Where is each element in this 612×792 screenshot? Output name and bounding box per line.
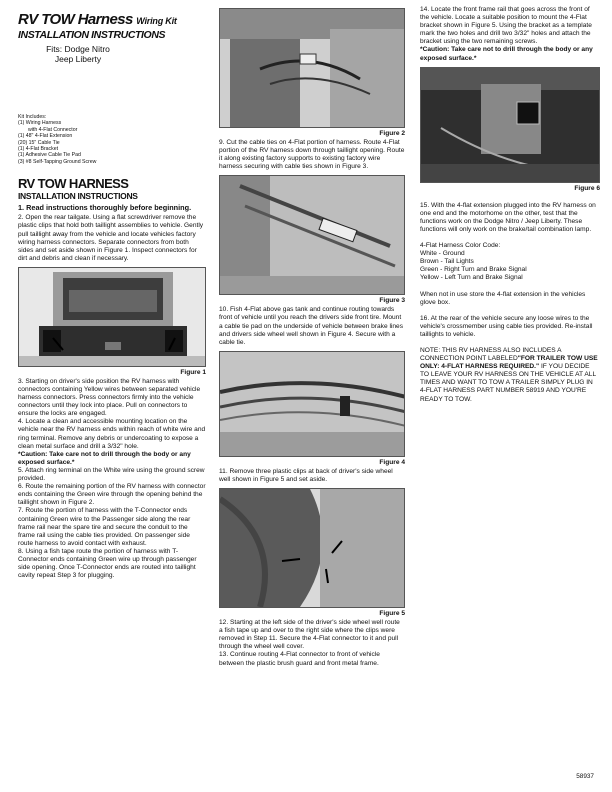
step-12: 12. Starting at the left side of the driver's side wheel well route a fish tape up and over to the right side where the clips were removed in Step 11. Secure the 4-Flat connector to it and pull through the wheel well cover. (219, 619, 400, 651)
kit-list (18, 114, 206, 165)
store-note: When not in use store the 4-flat extension in the vehicles glove box. (420, 290, 586, 306)
kit-item: (20) 15" Cable Tie (18, 139, 60, 146)
kit-item: (3) #8 Self-Tapping Ground Screw (18, 158, 97, 165)
step-9: 9. Cut the cable ties on 4-Flat portion of harness. Route 4-Flat portion of the RV harness down through taillight opening. Route it along existing factory supports to existing factory wire harness securing with cable ties shown in Figure 3. (219, 139, 405, 171)
figure-6-caption: Figure 6 (574, 184, 600, 192)
section-subtitle: INSTALLATION INSTRUCTIONS (18, 191, 138, 202)
figure-6-photo (420, 67, 600, 183)
step-15: 15. With the 4-flat extension plugged into the RV harness on one end and the motorhome on the other, test that the functions work on the Dodge Nitro / Jeep Liberty. These functions will only work on the brake/tail combination lamp. (420, 201, 596, 233)
figure-2-caption: Figure 2 (379, 130, 405, 137)
kit-item: (1) 4-Flat Bracket (18, 146, 59, 153)
step-11: 11. Remove three plastic clips at back of driver's side wheel well shown in Figure 5 and set aside. (219, 467, 393, 483)
color-code-item: Green - Right Turn and Brake Signal (420, 266, 527, 274)
doc-title: RV TOW Harness Wiring Kit (18, 11, 177, 28)
step-1: 1. Read instructions thoroughly before beginning. (18, 203, 192, 213)
caution-2: *Caution: Take care not to drill through the body or any exposed surface.* (420, 46, 593, 62)
color-code-heading: 4-Flat Harness Color Code: (420, 242, 501, 250)
kit-item: (1) 48" 4-Flat Extension (18, 133, 73, 140)
figure-4-caption: Figure 4 (379, 458, 405, 466)
step-13: 13. Continue routing 4-Flat connector to front of vehicle between the plastic brush guard and front metal frame. (219, 651, 380, 667)
part-number: 58937 (576, 773, 594, 780)
left-column (18, 0, 206, 580)
color-code-item: White - Ground (420, 250, 465, 258)
step-14: 14. Locate the front frame rail that goes across the front of the vehicle. Locate a suitable position to mount the 4-Flat bracket shown in Figure 5. Using the bracket as a template mark the two holes and drill two 3/32" holes and attach the bracket using the two remaining screws. (420, 6, 592, 46)
fits-line-1: Fits: Dodge Nitro (46, 44, 110, 54)
connection-note: NOTE: THIS RV HARNESS ALSO INCLUDES A CONNECTION POINT LABELED"FOR TRAILER TOW USE ONLY: 4-FLAT HARNESS REQUIRED." IF YOU DECIDE TO LEAVE YOUR RV HARNESS ON THE VEHICLE AT ALL TIMES AND WANT TO TOW A TRAILER SIMPLY PLUG IN 4-FLAT HARNESS PART NUMBER 58919 AND YOU'RE READY TO TOW. (420, 346, 598, 403)
fits-line-2: Jeep Liberty (54, 54, 102, 64)
step-8: 8. Using a fish tape route the portion of harness with T-Connector ends containing Green wire up through passenger side opening. Once T-Connector ends are routed into taillight cavity repeat Step 3 for plugging. (18, 547, 197, 580)
step-2: 2. Open the rear tailgate. Using a flat screwdriver remove the plastic clips that hold both taillight assemblies to vehicle. Gently pull taillight away from the vehicle and locate vehicles factory wiring harness connectors. Separate connectors from both sides and set aside shown in Figure 1. Inspect connectors for dirt and debris and clean if necessary. (18, 214, 204, 262)
step-6: 6. Route the remaining portion of the RV harness with connector ends containing the Green wire through the opening behind the taillight shown in Figure 2. (18, 483, 206, 507)
step-16: 16. At the rear of the vehicle secure any loose wires to the vehicle's crossmember using cable ties provided. Re-install taillights to vehicle. (420, 314, 593, 338)
step-10: 10. Fish 4-Flat above gas tank and continue routing towards front of vehicle until you reach the drivers side front tire. Mount a cable tie pad on the underside of vehicle between brake lines and drivers side wheel well shown in Figure 4. Secure with a cable tie. (219, 306, 404, 346)
figure-5-caption: Figure 5 (379, 610, 405, 618)
figure-1-photo (18, 267, 206, 367)
kit-item: (1) Wiring Harness (18, 120, 62, 127)
right-column (420, 0, 600, 404)
figure-2-photo (219, 8, 405, 128)
kit-item: (1) Adhesive Cable Tie Pad (18, 152, 81, 159)
middle-column (219, 0, 405, 668)
step-5: 5. Attach ring terminal on the White wire using the ground screw provided. (18, 466, 205, 483)
step-7: 7. Route the portion of harness with the T-Connector ends containing Green wire to the Passenger side along the rear frame rail near the spare tire and secure the conduit to the frame rail using the cable ties provided. On passenger side route harness to avoid contact with exhaust. (18, 507, 191, 547)
kit-item: with 4-Flat Connector (28, 126, 78, 133)
kit-heading: Kit Includes: (18, 114, 47, 120)
section-title: RV TOW HARNESS (18, 176, 129, 192)
color-code-item: Yellow - Left Turn and Brake Signal (420, 274, 523, 282)
figure-3-caption: Figure 3 (379, 297, 405, 305)
figure-1-caption: Figure 1 (180, 368, 206, 376)
figure-3-photo (219, 175, 405, 295)
color-code-item: Brown - Tail Lights (420, 258, 474, 266)
step-3: 3. Starting on driver's side position the RV harness with connectors containing Yellow wires between separated vehicle harness connectors. Press connectors firmly into the vehicle connectors until they lock into place. Pull on connectors to ensure the locks are engaged. (18, 377, 201, 418)
step-4: 4. Locate a clean and accessible mounting location on the vehicle near the RV harness ends within reach of white wire and ring terminal. Remove any debris or undercoating to expose a clean metal surface and drill a 3/32" hole. (18, 418, 206, 450)
doc-subtitle: INSTALLATION INSTRUCTIONS (18, 29, 166, 41)
caution-1: *Caution: Take care not to drill through the body or any exposed surface.* (18, 450, 191, 466)
figure-4-photo (219, 351, 405, 457)
figure-5-photo (219, 488, 405, 608)
